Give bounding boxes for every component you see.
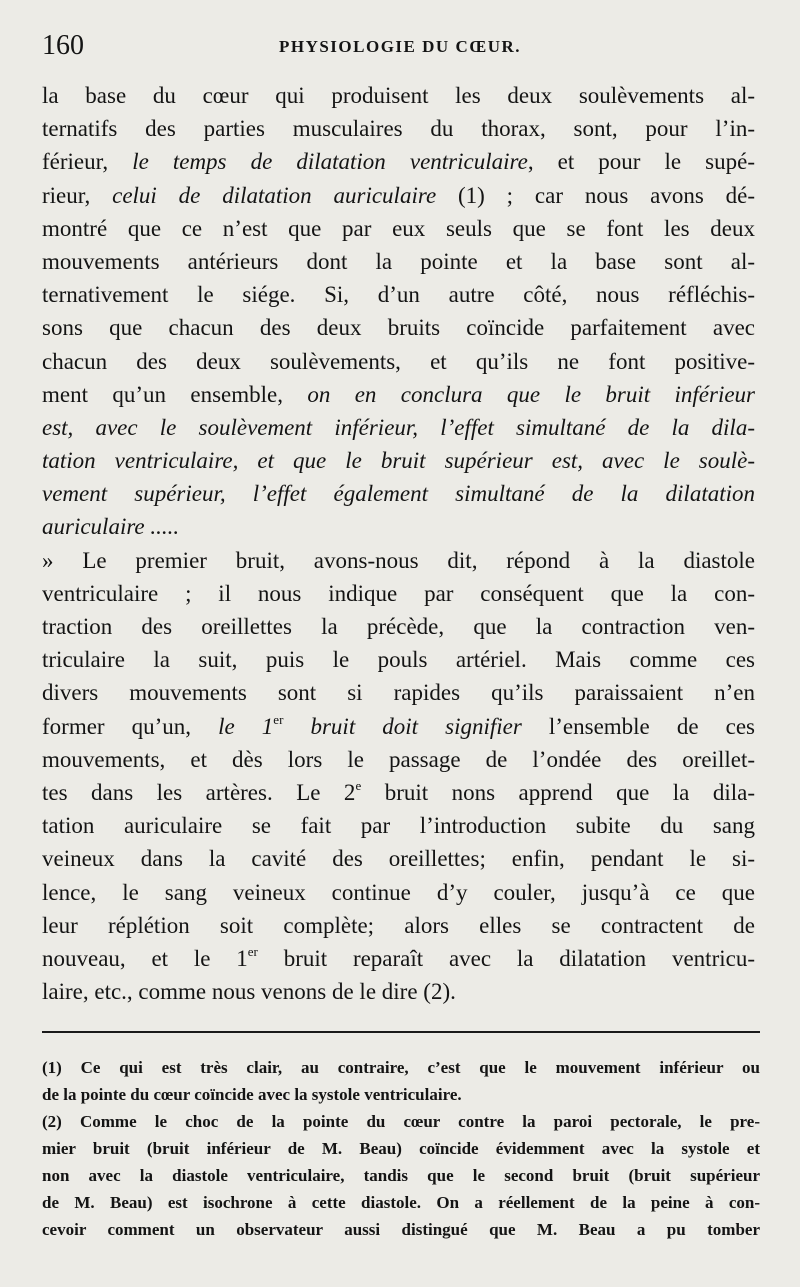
text-line [42,909,755,942]
text-segment: leur réplétion soit complète; alors elles se contractent de [42,912,755,938]
text-line [42,577,755,610]
superscript: er [247,943,258,959]
text-line [42,510,755,543]
text-segment: mouvements antérieurs dont la pointe et la base sont al- [42,248,755,274]
text-line [42,212,755,245]
text-segment: divers mouvements sont si rapides qu’ils paraissaient n’en [42,680,755,706]
text-line [42,378,755,411]
footnote-line: (2) Comme le choc de la pointe du cœur contre la paroi pectorale, le pre- [42,1112,760,1131]
text-segment: lence, le sang veineux continue d’y couler, jusqu’à ce que [42,879,755,905]
text-line [42,776,755,809]
text-line [42,809,755,842]
text-segment: (1) ; car nous avons dé- [436,182,756,208]
footnote-line: de la pointe du cœur coïncide avec la systole ventriculaire. [42,1085,462,1104]
footnote-line: mier bruit (bruit inférieur de M. Beau) coïncide évidemment avec la systole et [42,1139,760,1158]
text-line [42,145,755,178]
text-line [42,444,755,477]
page-header [42,30,758,64]
footnotes [42,1054,760,1243]
footnote-line: (1) Ce qui est très clair, au contraire, c’est que le mouvement inférieur ou [42,1058,760,1077]
italic-text: le 1 [218,713,274,739]
text-line [42,610,755,643]
text-line [42,477,755,510]
italic-text: vement supérieur, l’effet également simultané de la dilatation [42,481,755,507]
text-segment: bruit nons apprend que la dila- [361,779,755,805]
footnote-line: cevoir comment un observateur aussi distingué que M. Beau a pu tomber [42,1220,760,1239]
text-line [42,842,755,875]
running-head: PHYSIOLOGIE DU CŒUR. [278,37,522,56]
text-segment: la base du cœur qui produisent les deux soulèvements al- [42,83,755,108]
text-segment: former qu’un, [42,713,219,739]
text-line [42,676,755,709]
italic-text: on en conclura que le bruit inférieur [307,381,755,407]
text-line [42,544,755,577]
text-segment: tation auriculaire se fait par l’introduction subite du sang [42,813,755,839]
footnote-rule [42,1031,760,1033]
text-line [42,942,755,975]
body-text [42,79,755,1008]
superscript: e [355,777,362,793]
text-line [42,179,755,212]
text-segment: mouvements, et dès lors le passage de l’ondée des oreillet- [42,746,755,772]
text-segment: » Le premier bruit, avons-nous dit, répond à la diastole [42,547,755,573]
text-line [42,245,755,278]
text-segment: laire, etc., comme nous venons de le dire (2). [42,979,456,1005]
footnote-line: non avec la diastole ventriculaire, tandis que le second bruit (bruit supérieur [42,1166,760,1185]
text-segment: ment qu’un ensemble, [42,381,308,407]
text-line [42,710,755,743]
text-segment: veineux dans la cavité des oreillettes; enfin, pendant le si- [42,846,755,872]
text-line [42,411,755,444]
text-line [42,876,755,909]
text-segment: , et pour le supé- [527,149,755,175]
text-line [42,112,755,145]
text-line [42,278,755,311]
text-segment: ventriculaire ; il nous indique par conséquent que la con- [42,580,755,606]
text-segment: férieur, [42,149,133,175]
text-segment: ternatifs des parties musculaires du thorax, sont, pour l’in- [42,116,755,142]
text-line [42,743,755,776]
italic-text: auriculaire ..... [42,514,180,540]
text-segment: tes dans les artères. Le 2 [42,779,356,805]
italic-text: bruit doit signifier [283,713,522,739]
text-segment: sons que chacun des deux bruits coïncide parfaitement avec [42,315,755,341]
text-line [42,643,755,676]
text-line [42,345,755,378]
text-segment: nouveau, et le 1 [42,945,248,971]
italic-text: celui de dilatation auriculaire [112,182,437,208]
text-segment: rieur, [42,182,113,208]
text-segment: ternativement le siége. Si, d’un autre côté, nous réfléchis- [42,282,755,308]
text-line [42,79,755,112]
italic-text: est, avec le soulèvement inférieur, l’effet simultané de la dila- [42,414,755,440]
text-segment: montré que ce n’est que par eux seuls que se font les deux [42,215,755,241]
footnote-line: de M. Beau) est isochrone à cette diastole. On a réellement de la peine à con- [42,1193,760,1212]
superscript: er [273,711,284,727]
text-segment: traction des oreillettes la précède, que la contraction ven- [42,614,755,639]
text-line [42,975,755,1008]
italic-text: tation ventriculaire, et que le bruit supérieur est, avec le soulè- [42,448,755,474]
text-segment: chacun des deux soulèvements, et qu’ils ne font positive- [42,348,755,374]
italic-text: le temps de dilatation ventriculaire [132,149,528,175]
text-segment: bruit reparaît avec la dilatation ventricu- [257,945,755,971]
text-line [42,311,755,344]
text-segment: l’ensemble de ces [521,713,755,739]
page-number: 160 [42,30,84,61]
text-segment: triculaire la suit, puis le pouls artériel. Mais comme ces [42,647,755,673]
